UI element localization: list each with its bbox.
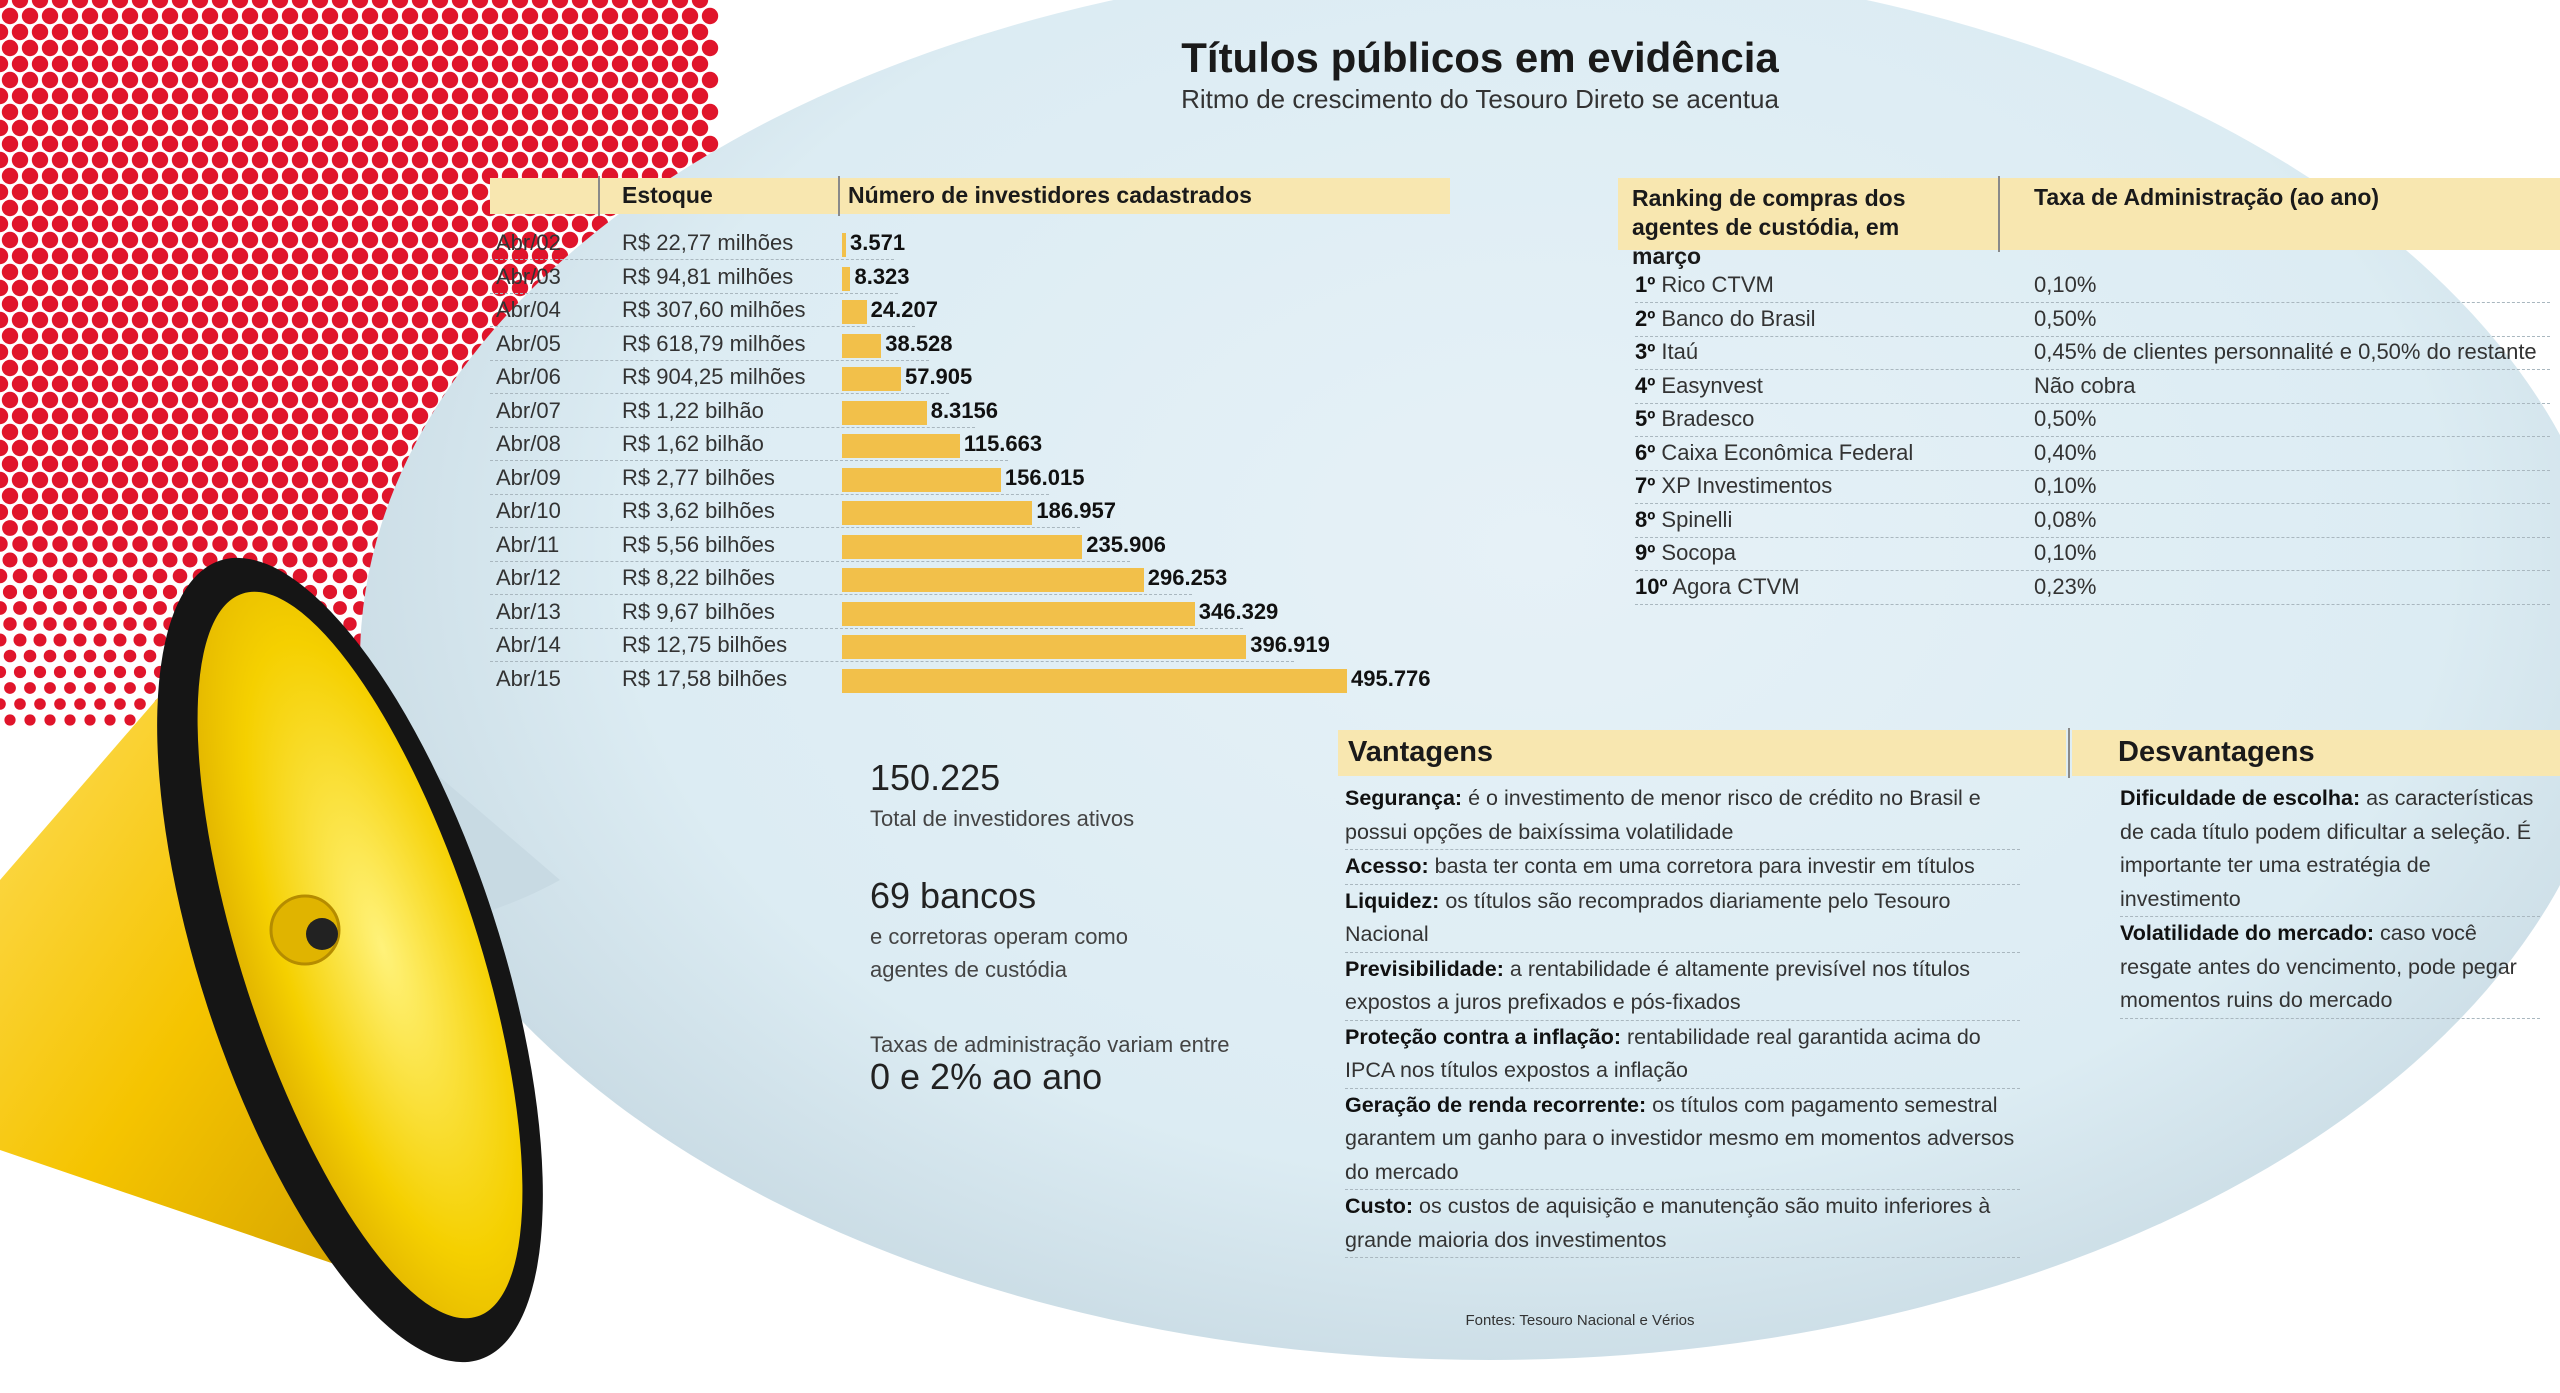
ranking-row	[1635, 373, 1763, 399]
row-divider	[1635, 369, 2550, 370]
ranking-row	[1635, 272, 1774, 298]
page-subtitle: Ritmo de crescimento do Tesouro Direto se acentua	[1181, 84, 1779, 114]
row-divider	[490, 661, 1294, 662]
item-text: rentabilidade real garantida acima do IPCA nos títulos expostos a inflação	[1345, 1024, 1981, 1082]
year-label: Abr/08	[496, 431, 561, 456]
item-text: os títulos são recomprados diariamente pelo Tesouro Nacional	[1345, 888, 1951, 946]
header-divider	[838, 176, 840, 216]
row-divider	[490, 427, 975, 428]
investor-count-label: 8.3156	[930, 397, 998, 423]
advantages-list	[1345, 782, 2020, 1258]
stock-value: R$ 8,22 bilhões	[622, 565, 775, 590]
item-text: as características de cada título podem dificultar a seleção. É importante ter uma estratégia de investimento	[2120, 786, 2534, 911]
ranking-name: Banco do Brasil	[1661, 305, 1816, 331]
year-label: Abr/07	[496, 397, 561, 423]
item-term: Volatilidade do mercado:	[2120, 921, 2375, 945]
active-investors-label: Total de investidores ativos	[870, 806, 1135, 831]
year-label: Abr/10	[496, 498, 561, 523]
row-divider	[490, 326, 915, 327]
investor-count-label: 3.571	[850, 230, 906, 255]
investor-count-label: 24.207	[870, 297, 938, 322]
stock-value: R$ 904,25 milhões	[622, 364, 806, 389]
fees-value: 0 e 2% ao ano	[870, 1056, 1103, 1097]
ranking-fee: Não cobra	[2034, 372, 2136, 398]
year-label: Abr/06	[496, 364, 561, 389]
ranking-name: XP Investimentos	[1661, 473, 1833, 498]
ranking-position: 10º	[1635, 573, 1668, 599]
ranking-position: 2º	[1635, 305, 1656, 331]
list-item	[2120, 782, 2540, 917]
investor-count-label: 396.919	[1250, 632, 1330, 657]
year-label: Abr/02	[496, 230, 561, 255]
fee-column-header: Taxa de Administração (ao ano)	[2034, 184, 2380, 210]
ranking-row	[1635, 540, 1736, 566]
row-divider	[490, 527, 1080, 528]
item-term: Proteção contra a inflação:	[1345, 1024, 1621, 1049]
ranking-position: 3º	[1635, 339, 1656, 364]
stock-value: R$ 618,79 milhões	[622, 330, 806, 356]
year-label: Abr/05	[496, 330, 561, 356]
row-divider	[1635, 503, 2550, 504]
row-divider	[490, 360, 929, 361]
ranking-row	[1635, 473, 1832, 499]
ranking-position: 4º	[1635, 372, 1656, 398]
ranking-row	[1635, 440, 1913, 466]
ranking-name: Agora CTVM	[1672, 573, 1800, 599]
stock-value: R$ 2,77 bilhões	[622, 464, 775, 490]
investor-count-label: 57.905	[904, 364, 973, 389]
stock-value: R$ 17,58 bilhões	[622, 665, 788, 691]
ranking-name: Socopa	[1661, 540, 1737, 565]
disadvantages-heading: Desvantagens	[2118, 736, 2315, 768]
investor-bar	[842, 334, 881, 358]
page-title: Títulos públicos em evidência	[1181, 34, 1779, 81]
ranking-position: 9º	[1635, 540, 1656, 565]
investor-bar	[842, 401, 927, 425]
stock-value: R$ 307,60 milhões	[622, 297, 806, 322]
stock-value: R$ 5,56 bilhões	[622, 531, 775, 557]
investor-bar	[842, 434, 960, 458]
list-item	[1345, 885, 2020, 953]
ranking-column-header: Ranking de compras dos agentes de custódia, em março	[1632, 185, 1906, 269]
investor-bar	[842, 468, 1001, 492]
row-divider	[490, 594, 1192, 595]
banks-value: 69 bancos	[870, 875, 1037, 916]
year-label: Abr/03	[496, 263, 561, 289]
ranking-position: 8º	[1635, 506, 1656, 532]
ranking-position: 5º	[1635, 406, 1656, 431]
ranking-fee: 0,10%	[2034, 540, 2097, 565]
ranking-row	[1635, 306, 1816, 332]
source-note: Fontes: Tesouro Nacional e Vérios	[1465, 1312, 1695, 1329]
item-term: Previsibilidade:	[1345, 956, 1504, 981]
advantages-heading: Vantagens	[1348, 736, 1494, 768]
row-divider	[490, 628, 1243, 629]
ranking-fee: 0,23%	[2034, 573, 2097, 599]
stock-value: R$ 3,62 bilhões	[622, 498, 775, 523]
header-divider	[1998, 176, 2000, 252]
row-divider	[1635, 436, 2550, 437]
item-text: os custos de aquisição e manutenção são muito inferiores à grande maioria dos investimentos	[1345, 1194, 1991, 1252]
row-divider	[1635, 570, 2550, 571]
disadvantages-list	[2120, 782, 2540, 1019]
ranking-row	[1635, 339, 1698, 365]
ranking-fee: 0,45% de clientes personnalité e 0,50% do restante	[2034, 339, 2537, 364]
header-divider	[598, 176, 600, 216]
ranking-position: 1º	[1635, 272, 1656, 297]
ranking-fee: 0,08%	[2034, 506, 2097, 532]
year-label: Abr/04	[496, 297, 561, 322]
investor-bar	[842, 635, 1246, 659]
investor-count-label: 346.329	[1198, 598, 1279, 624]
item-term: Dificuldade de escolha:	[2120, 786, 2361, 810]
list-item	[1345, 1190, 2020, 1258]
banks-label-line1: e corretoras operam como	[870, 924, 1128, 949]
item-term: Custo:	[1345, 1194, 1414, 1218]
active-investors-value: 150.225	[870, 757, 1001, 798]
investor-count-label: 186.957	[1036, 498, 1116, 523]
ranking-row	[1635, 507, 1732, 533]
stock-value: R$ 22,77 milhões	[622, 230, 794, 255]
investor-count-label: 156.015	[1004, 464, 1085, 490]
ranking-fee: 0,10%	[2034, 272, 2097, 297]
banks-label-line2: agentes de custódia	[870, 957, 1067, 982]
ranking-position: 7º	[1635, 473, 1656, 498]
ranking-name: Caixa Econômica Federal	[1661, 439, 1914, 465]
year-label: Abr/15	[496, 665, 561, 691]
investor-bar	[842, 367, 901, 391]
ranking-fee: 0,50%	[2034, 406, 2097, 431]
list-item	[1345, 782, 2020, 850]
investor-bar	[842, 535, 1082, 559]
investor-count-label: 115.663	[963, 431, 1043, 456]
ranking-row	[1635, 406, 1754, 432]
investor-bar	[842, 602, 1195, 626]
list-item	[1345, 953, 2020, 1021]
row-divider	[1635, 403, 2550, 404]
stock-value: R$ 12,75 bilhões	[622, 632, 788, 657]
investor-count-label: 495.776	[1351, 665, 1431, 691]
item-text: basta ter conta em uma corretora para investir em títulos	[1428, 854, 1975, 878]
investor-bar	[842, 568, 1144, 592]
ranking-fee: 0,10%	[2034, 473, 2097, 498]
investor-count-label: 296.253	[1147, 565, 1228, 590]
investor-count-label: 8.323	[854, 263, 910, 289]
item-term: Segurança:	[1345, 786, 1463, 810]
investor-count-label: 235.906	[1086, 531, 1166, 557]
item-text: os títulos com pagamento semestral garantem um ganho para o investidor mesmo em momentos adversos do mercado	[1345, 1092, 2015, 1184]
ranking-fee: 0,50%	[2034, 305, 2097, 331]
year-label: Abr/14	[496, 632, 561, 657]
investor-bar	[842, 267, 850, 291]
year-label: Abr/11	[496, 531, 560, 557]
item-term: Geração de renda recorrente:	[1345, 1092, 1647, 1117]
row-divider	[1635, 336, 2550, 337]
ranking-fee: 0,40%	[2034, 439, 2097, 465]
investor-bar	[842, 233, 846, 257]
row-divider	[490, 494, 1049, 495]
list-item	[2120, 917, 2540, 1019]
investor-bar	[842, 501, 1032, 525]
investors-column-header: Número de investidores cadastrados	[848, 182, 1252, 208]
stock-column-header: Estoque	[622, 182, 713, 208]
investor-count-label: 38.528	[885, 330, 953, 356]
row-divider	[490, 561, 1130, 562]
stock-value: R$ 9,67 bilhões	[622, 598, 775, 624]
row-divider	[1635, 470, 2550, 471]
ranking-position: 6º	[1635, 439, 1656, 465]
list-item	[1345, 1021, 2020, 1089]
item-term: Liquidez:	[1345, 888, 1440, 913]
ranking-name: Easynvest	[1661, 372, 1763, 398]
row-divider	[490, 259, 894, 260]
ranking-name: Bradesco	[1661, 406, 1755, 431]
investor-bar	[842, 300, 867, 324]
row-divider	[490, 393, 949, 394]
item-term: Acesso:	[1345, 854, 1429, 878]
item-text: a rentabilidade é altamente previsível nos títulos expostos a juros prefixados e pós-fixados	[1345, 956, 1971, 1014]
row-divider	[1635, 604, 2550, 605]
item-text: é o investimento de menor risco de crédito no Brasil e possui opções de baixíssima volatilidade	[1345, 786, 1981, 844]
list-item	[1345, 1089, 2020, 1191]
ranking-name: Itaú	[1661, 339, 1699, 364]
item-text: caso você resgate antes do vencimento, pode pegar momentos ruins do mercado	[2120, 921, 2517, 1012]
list-item	[1345, 850, 2020, 885]
investor-bar	[842, 669, 1347, 693]
year-label: Abr/13	[496, 598, 561, 624]
row-divider	[490, 293, 898, 294]
row-divider	[490, 460, 1008, 461]
year-label: Abr/09	[496, 464, 561, 490]
header-divider	[2068, 728, 2070, 778]
ranking-name: Spinelli	[1661, 506, 1733, 532]
stock-value: R$ 1,22 bilhão	[622, 397, 764, 423]
row-divider	[1635, 302, 2550, 303]
stock-value: R$ 1,62 bilhão	[622, 431, 764, 456]
stock-value: R$ 94,81 milhões	[622, 263, 794, 289]
row-divider	[1635, 537, 2550, 538]
ranking-name: Rico CTVM	[1661, 272, 1774, 297]
fees-label: Taxas de administração variam entre	[870, 1032, 1230, 1057]
ranking-row	[1635, 574, 1800, 600]
year-label: Abr/12	[496, 565, 561, 590]
